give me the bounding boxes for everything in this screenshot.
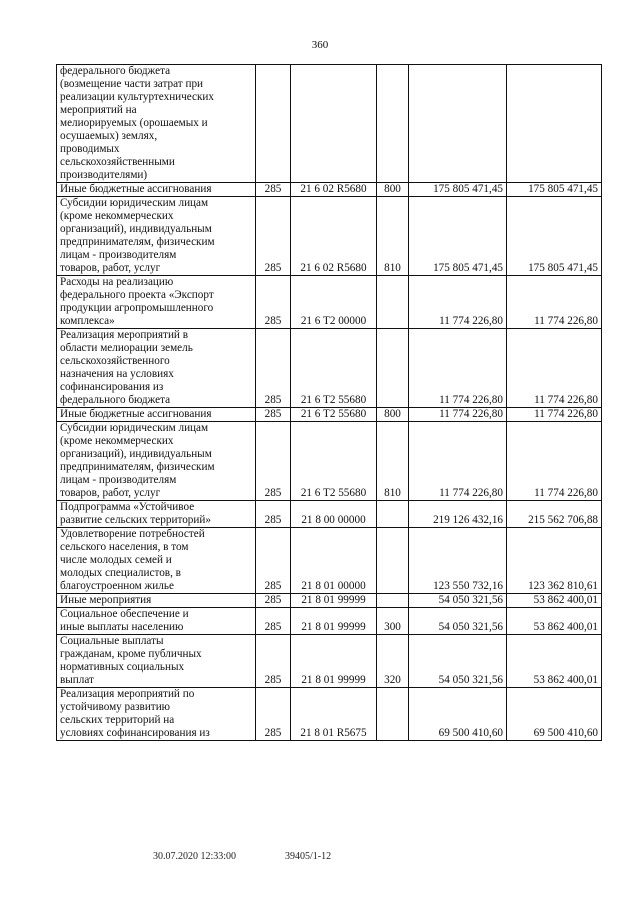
row-sum-2022-cell: 53 862 400,01 — [507, 594, 602, 608]
row-vr-cell: 800 — [377, 408, 409, 422]
row-grbs-cell: 285 — [256, 528, 291, 594]
row-name-cell: Удовлетворение потребностей сельского населения, в том числе молодых семей и молодых специалистов, в благоустроенном жилье — [57, 528, 256, 594]
row-vr-cell — [377, 276, 409, 329]
row-name-cell: федерального бюджета (возмещение части затрат при реализации культуртехнических мероприятий на мелиорируемых (орошаемых и осушаемых) землях, проводимых сельскохозяйственными производителями) — [57, 65, 256, 183]
row-vr-cell: 810 — [377, 422, 409, 501]
row-sum-2021-cell: 175 805 471,45 — [409, 197, 507, 276]
row-code-cell: 21 8 01 99999 — [291, 635, 377, 688]
row-code-cell: 21 6 02 R5680 — [291, 197, 377, 276]
table-row — [57, 276, 602, 329]
table-row — [57, 635, 602, 688]
table-row — [57, 528, 602, 594]
row-grbs-cell — [256, 65, 291, 183]
row-sum-2022-cell: 123 362 810,61 — [507, 528, 602, 594]
row-sum-2022-cell: 11 774 226,80 — [507, 422, 602, 501]
row-vr-cell: 300 — [377, 608, 409, 635]
row-grbs-cell: 285 — [256, 329, 291, 408]
row-code-cell: 21 6 T2 55680 — [291, 422, 377, 501]
table-row — [57, 608, 602, 635]
footer-doc-code: 39405/1-12 — [285, 851, 332, 862]
row-code-cell: 21 6 T2 00000 — [291, 276, 377, 329]
budget-table-body — [57, 65, 602, 741]
row-sum-2022-cell: 53 862 400,01 — [507, 608, 602, 635]
table-row — [57, 422, 602, 501]
row-sum-2022-cell: 53 862 400,01 — [507, 635, 602, 688]
row-vr-cell — [377, 65, 409, 183]
row-sum-2022-cell: 69 500 410,60 — [507, 688, 602, 741]
table-row — [57, 594, 602, 608]
row-sum-2021-cell: 175 805 471,45 — [409, 183, 507, 197]
row-grbs-cell: 285 — [256, 501, 291, 528]
row-name-cell: Реализация мероприятий в области мелиорации земель сельскохозяйственного назначения на условиях софинансирования из федерального бюджета — [57, 329, 256, 408]
row-vr-cell — [377, 528, 409, 594]
table-row — [57, 197, 602, 276]
row-name-cell: Реализация мероприятий по устойчивому развитию сельских территорий на условиях софинансирования из — [57, 688, 256, 741]
row-code-cell: 21 8 01 00000 — [291, 528, 377, 594]
row-sum-2021-cell: 54 050 321,56 — [409, 635, 507, 688]
row-sum-2021-cell: 123 550 732,16 — [409, 528, 507, 594]
row-grbs-cell: 285 — [256, 197, 291, 276]
table-row — [57, 329, 602, 408]
row-name-cell: Субсидии юридическим лицам (кроме некоммерческих организаций), индивидуальным предпринимателям, физическим лицам - производителям товаров, работ, услуг — [57, 197, 256, 276]
row-grbs-cell: 285 — [256, 635, 291, 688]
row-vr-cell — [377, 329, 409, 408]
row-name-cell: Иные бюджетные ассигнования — [57, 183, 256, 197]
row-grbs-cell: 285 — [256, 276, 291, 329]
row-vr-cell — [377, 688, 409, 741]
row-sum-2022-cell: 11 774 226,80 — [507, 408, 602, 422]
row-name-cell: Социальные выплаты гражданам, кроме публичных нормативных социальных выплат — [57, 635, 256, 688]
row-sum-2021-cell: 54 050 321,56 — [409, 594, 507, 608]
row-name-cell: Иные бюджетные ассигнования — [57, 408, 256, 422]
row-grbs-cell: 285 — [256, 608, 291, 635]
row-sum-2021-cell: 11 774 226,80 — [409, 422, 507, 501]
row-code-cell: 21 8 01 99999 — [291, 594, 377, 608]
row-vr-cell: 320 — [377, 635, 409, 688]
row-vr-cell — [377, 594, 409, 608]
row-vr-cell: 800 — [377, 183, 409, 197]
row-sum-2021-cell: 219 126 432,16 — [409, 501, 507, 528]
row-name-cell: Иные мероприятия — [57, 594, 256, 608]
row-sum-2022-cell — [507, 65, 602, 183]
row-vr-cell: 810 — [377, 197, 409, 276]
row-code-cell — [291, 65, 377, 183]
row-grbs-cell: 285 — [256, 688, 291, 741]
row-name-cell: Расходы на реализацию федерального проекта «Экспорт продукции агропромышленного комплекса» — [57, 276, 256, 329]
footer-datetime: 30.07.2020 12:33:00 — [153, 851, 237, 862]
row-sum-2022-cell: 11 774 226,80 — [507, 329, 602, 408]
row-code-cell: 21 8 00 00000 — [291, 501, 377, 528]
row-code-cell: 21 8 01 99999 — [291, 608, 377, 635]
row-sum-2021-cell: 54 050 321,56 — [409, 608, 507, 635]
row-code-cell: 21 6 T2 55680 — [291, 329, 377, 408]
table-row — [57, 688, 602, 741]
row-sum-2022-cell: 175 805 471,45 — [507, 183, 602, 197]
row-code-cell: 21 8 01 R5675 — [291, 688, 377, 741]
table-row — [57, 501, 602, 528]
table-row — [57, 408, 602, 422]
row-code-cell: 21 6 02 R5680 — [291, 183, 377, 197]
row-grbs-cell: 285 — [256, 594, 291, 608]
row-sum-2021-cell: 69 500 410,60 — [409, 688, 507, 741]
row-name-cell: Подпрограмма «Устойчивое развитие сельских территорий» — [57, 501, 256, 528]
row-code-cell: 21 6 T2 55680 — [291, 408, 377, 422]
row-grbs-cell: 285 — [256, 183, 291, 197]
row-name-cell: Субсидии юридическим лицам (кроме некоммерческих организаций), индивидуальным предпринимателям, физическим лицам - производителям товаров, работ, услуг — [57, 422, 256, 501]
budget-table — [56, 64, 602, 741]
row-sum-2022-cell: 215 562 706,88 — [507, 501, 602, 528]
row-sum-2022-cell: 175 805 471,45 — [507, 197, 602, 276]
row-vr-cell — [377, 501, 409, 528]
row-sum-2021-cell: 11 774 226,80 — [409, 329, 507, 408]
row-grbs-cell: 285 — [256, 408, 291, 422]
row-sum-2022-cell: 11 774 226,80 — [507, 276, 602, 329]
row-sum-2021-cell: 11 774 226,80 — [409, 276, 507, 329]
row-sum-2021-cell — [409, 65, 507, 183]
row-grbs-cell: 285 — [256, 422, 291, 501]
table-row — [57, 65, 602, 183]
table-row — [57, 183, 602, 197]
row-name-cell: Социальное обеспечение и иные выплаты населению — [57, 608, 256, 635]
page-number: 360 — [311, 39, 329, 51]
row-sum-2021-cell: 11 774 226,80 — [409, 408, 507, 422]
